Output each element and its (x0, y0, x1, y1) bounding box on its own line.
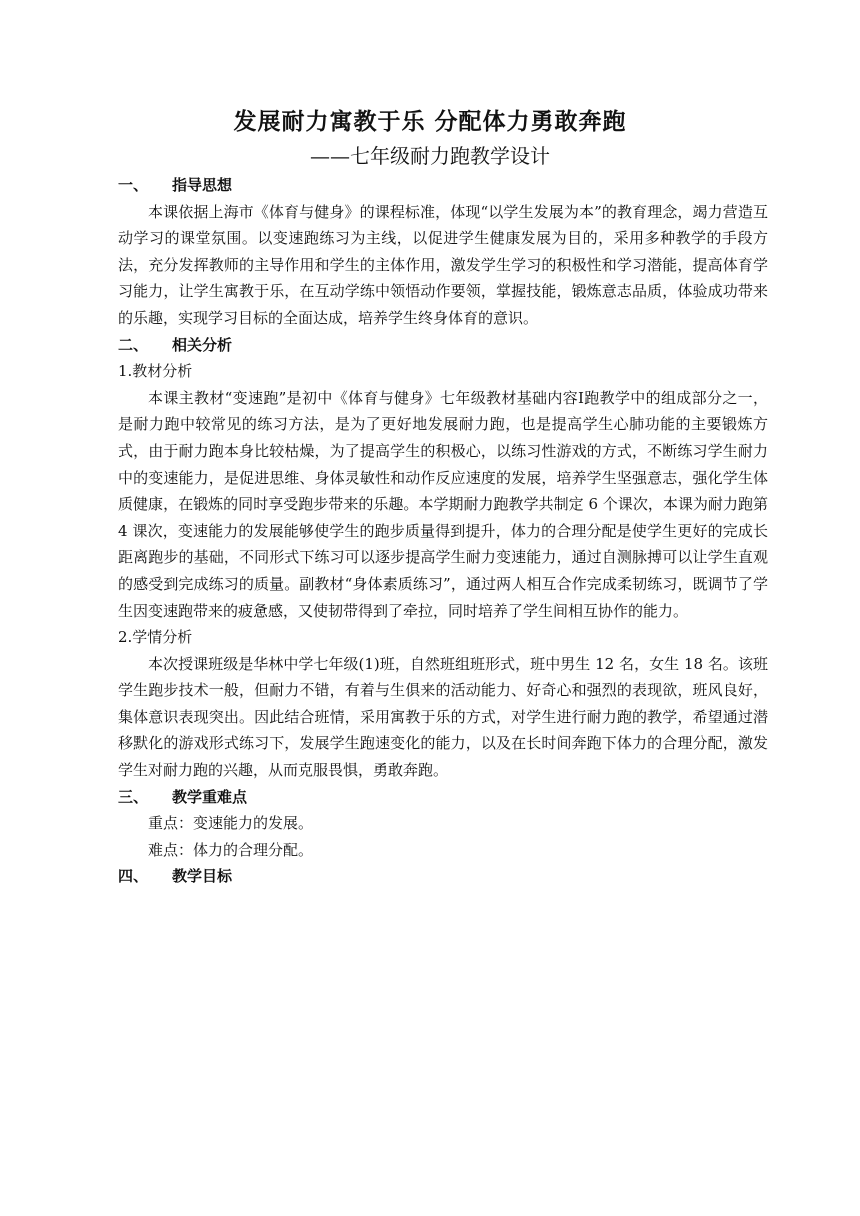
section-number: 三、 (118, 787, 149, 806)
section-heading-teaching-goals (118, 863, 768, 890)
section-title: 指导思想 (172, 176, 233, 194)
key-point-line: 重点：变速能力的发展。 (148, 814, 314, 833)
paragraph-material-analysis: 本课主教材“变速跑”是初中《体育与健身》七年级教材基础内容Ⅰ跑教学中的组成部分之一，是耐力跑中较常见的练习方法，是为了更好地发展耐力跑，也是提高学生心肺功能的主要锻炼方式，由于耐力跑本身比较枯燥，为了提高学生的积极心，以练习性游戏的方式，不断练习学生耐力中的变速能力，是促进思维、身体灵敏性和动作反应速度的发展，培养学生坚强意志，强化学生体质健康，在锻炼的同时享受跑步带来的乐趣。本学期耐力跑教学共制定 6 个课次，本课为耐力跑第 4 课次，变速能力的发展能够使学生的跑步质量得到提升，体力的合理分配是使学生更好的完成长距离跑步的基础，不同形式下练习可以逐步提高学生耐力变速能力，通过自测脉搏可以让学生直观的感受到完成练习的质量。副教材“身体素质练习”，通过两人相互合作完成柔韧练习，既调节了学生因变速跑带来的疲惫感，又使韧带得到了牵拉，同时培养了学生间相互协作的能力。 (118, 388, 768, 620)
subheading-material-analysis: 1.教材分析 (118, 362, 193, 381)
section-heading-key-difficulties (118, 784, 768, 811)
paragraph-student-analysis: 本次授课班级是华林中学七年级(1)班，自然班组班形式，班中男生 12 名，女生 18 名。该班学生跑步技术一般，但耐力不错，有着与生俱来的活动能力、好奇心和强烈的表现欲，班风良好，集体意识表现突出。因此结合班情，采用寓教于乐的方式，对学生进行耐力跑的教学，希望通过潜移默化的游戏形式练习下，发展学生跑速变化的能力，以及在长时间奔跑下体力的合理分配，激发学生对耐力跑的兴趣，从而克服畏惧，勇敢奔跑。 (118, 654, 768, 780)
section-title: 相关分析 (172, 335, 233, 354)
section-heading-analysis (118, 332, 768, 359)
section-number: 二、 (118, 335, 149, 354)
difficulty-line: 难点：体力的合理分配。 (148, 840, 314, 859)
subheading-student-analysis: 2.学情分析 (118, 628, 193, 647)
section-title: 教学目标 (172, 867, 233, 886)
document-body (118, 172, 768, 890)
document-subtitle: ——七年级耐力跑教学设计 (310, 144, 550, 168)
document-title: 发展耐力寓教于乐 分配体力勇敢奔跑 (233, 109, 627, 135)
section-title: 教学重难点 (172, 787, 248, 806)
section-number: 一、 (118, 176, 149, 194)
section-heading-guiding-thought (118, 172, 768, 199)
section-number: 四、 (118, 867, 149, 886)
paragraph-guiding-thought: 本课依据上海市《体育与健身》的课程标准，体现“以学生发展为本”的教育理念，竭力营造互动学习的课堂氛围。以变速跑练习为主线，以促进学生健康发展为目的，采用多种教学的手段方法，充分发挥教师的主导作用和学生的主体作用，激发学生学习的积极性和学习潜能，提高体育学习能力，让学生寓教于乐，在互动学练中领悟动作要领，掌握技能，锻炼意志品质，体验成功带来的乐趣，实现学习目标的全面达成，培养学生终身体育的意识。 (118, 202, 768, 327)
